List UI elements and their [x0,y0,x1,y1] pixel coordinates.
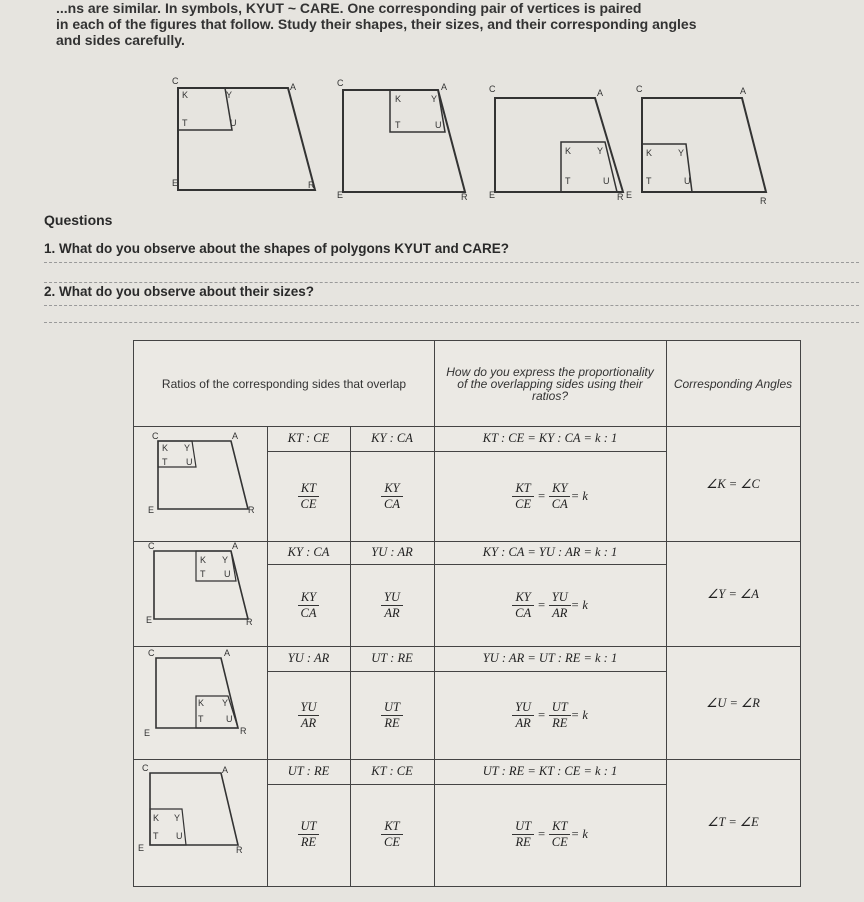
svg-text:K: K [162,443,169,453]
svg-text:C: C [489,84,496,94]
label-c: C [172,76,179,86]
svg-text:T: T [153,831,159,841]
row-2-angle: ∠Y = ∠A [707,586,759,601]
answer-line-2b [44,322,859,323]
svg-text:U: U [176,831,183,841]
row-2-figure [136,541,264,641]
intro-line-2: in each of the figures that follow. Study their shapes, their sizes, and their corresponding angles [56,16,697,32]
figure-3 [485,80,635,210]
svg-text:R: R [248,505,255,515]
row-1-express-top: KT : CE = KY : CA = k : 1 [482,431,618,445]
row-4-ratio-b: KT : CE [371,764,413,778]
row-3-express-top: YU : AR = UT : RE = k : 1 [482,651,618,665]
svg-text:Y: Y [597,146,604,156]
svg-text:T: T [395,120,401,130]
svg-text:U: U [224,569,231,579]
svg-text:K: K [200,555,207,565]
svg-text:K: K [565,146,572,156]
row-4-angle: ∠T = ∠E [707,814,759,829]
row-4-express-frac: $\frac{UT}{RE}$ = $\frac{KT}{CE}$ = k [434,784,666,884]
header-angles: Corresponding Angles [673,376,793,391]
intro-line-1: ...ns are similar. In symbols, KYUT ~ CARE. One corresponding pair of vertices is paired [56,0,642,16]
svg-text:C: C [148,648,155,658]
answer-line-1 [44,262,859,263]
row-1-ratio-b: KY : CA [371,431,413,445]
svg-text:U: U [226,714,233,724]
svg-text:K: K [198,698,205,708]
row-3-angle: ∠U = ∠R [706,695,760,710]
label-t: T [182,118,188,128]
svg-text:U: U [435,120,442,130]
svg-text:E: E [138,843,145,853]
svg-text:T: T [162,457,168,467]
row-1-figure [136,429,264,529]
svg-text:Y: Y [222,555,229,565]
svg-text:A: A [222,765,229,775]
svg-text:T: T [198,714,204,724]
svg-text:R: R [617,192,624,202]
svg-text:R: R [240,726,247,736]
label-r: R [308,180,315,190]
svg-text:Y: Y [678,148,685,158]
label-y: Y [226,90,233,100]
row-1-ratio-a: KT : CE [287,431,330,445]
svg-text:Y: Y [222,698,229,708]
svg-text:T: T [565,176,571,186]
label-a: A [290,82,297,92]
row-1-angle: ∠K = ∠C [706,476,760,491]
row-3-ratio-a: YU : AR [287,651,330,665]
intro-paragraph [56,0,856,48]
row-4-ratio-a: UT : RE [287,764,330,778]
svg-text:R: R [236,845,243,855]
svg-text:A: A [224,648,231,658]
label-e: E [172,178,179,188]
svg-text:C: C [152,431,159,441]
svg-text:R: R [760,196,767,206]
svg-text:C: C [337,78,344,88]
svg-text:E: E [144,728,151,738]
svg-text:A: A [232,431,239,441]
row-3-ratio-b: UT : RE [371,651,413,665]
svg-text:A: A [740,86,747,96]
svg-text:E: E [148,505,155,515]
row-2-express-top: KY : CA = YU : AR = k : 1 [482,545,618,559]
svg-text:U: U [186,457,193,467]
svg-text:Y: Y [184,443,191,453]
row-2-express-frac: $\frac{KY}{CA}$ = $\frac{YU}{AR}$ = k [434,564,666,646]
row-2-ratio-a: KY : CA [287,545,330,559]
svg-text:E: E [626,190,633,200]
svg-text:C: C [148,541,155,551]
svg-text:K: K [646,148,653,158]
header-ratios: Ratios of the corresponding sides that overlap [161,376,407,391]
row-2-ratio-b: YU : AR [371,545,413,559]
row-3-express-frac: $\frac{YU}{AR}$ = $\frac{UT}{RE}$ = k [434,671,666,759]
row-4-express-top: UT : RE = KT : CE = k : 1 [482,764,618,778]
question-1: 1. What do you observe about the shapes of polygons KYUT and CARE? [44,241,510,256]
svg-text:A: A [597,88,604,98]
row-1-express-frac: $\frac{KT}{CE}$ = $\frac{KY}{CA}$ = k [434,451,666,541]
header-express: How do you express the proportionality of the overlapping sides using their ratios? [446,364,654,403]
svg-text:Y: Y [431,94,438,104]
figure-1 [170,76,320,210]
svg-text:R: R [246,617,253,627]
label-u: U [230,118,237,128]
svg-text:C: C [636,84,643,94]
answer-line-2 [44,305,859,306]
figure-4 [626,80,780,210]
figure-2 [335,80,485,210]
svg-text:A: A [232,541,239,551]
similarity-table: Ratios of the corresponding sides that overlap How do you express the proportionality of the overlapping sides using their ratios? Corresponding Angles C A E R K Y T U KT : CE KY : CA $\frac{KT}{CE}$ $\frac{KY}{CA}$ KT : CE = KY : CA = k : 1 $\frac{KT}{CE}$ = $\frac{KY}{CA}$ = k ∠K = ∠C C A E R K Y T U KY : CA YU : AR $\frac{KY}{CA}$ $\frac{YU}{AR}$ KY : CA = YU : AR = k : 1 $\frac{KY}{CA}$ = $\frac{YU}{AR}$ = k ∠Y = ∠A C A E R K Y T U YU : AR UT : RE $\frac{YU}{AR}$ $\frac{UT}{RE}$ YU : AR = UT : RE = k : 1 $\frac{YU}{AR}$ = $\frac{UT}{RE}$ = k ∠U = ∠R C A E R K Y T U UT : RE KT : CE $\frac{UT}{RE}$ $\frac{KT}{CE}$ UT : RE = KT : CE = k : 1 $\frac{UT}{RE}$ = $\frac{KT}{CE}$ = k ∠T = ∠E [133,340,801,887]
svg-text:R: R [461,192,468,202]
svg-text:E: E [337,190,344,200]
svg-text:C: C [142,763,149,773]
svg-text:T: T [646,176,652,186]
row-4-figure [136,763,264,863]
svg-text:A: A [441,82,448,92]
row-3-figure [136,648,264,748]
svg-text:U: U [684,176,691,186]
svg-text:K: K [153,813,160,823]
answer-line-1b [44,282,859,283]
svg-text:K: K [395,94,402,104]
questions-title: Questions [44,212,113,228]
svg-text:T: T [200,569,206,579]
label-k: K [182,90,189,100]
svg-text:E: E [489,190,496,200]
svg-text:E: E [146,615,153,625]
question-2: 2. What do you observe about their sizes? [44,284,315,299]
svg-text:Y: Y [174,813,181,823]
svg-text:U: U [603,176,610,186]
intro-line-3: and sides carefully. [56,32,185,48]
